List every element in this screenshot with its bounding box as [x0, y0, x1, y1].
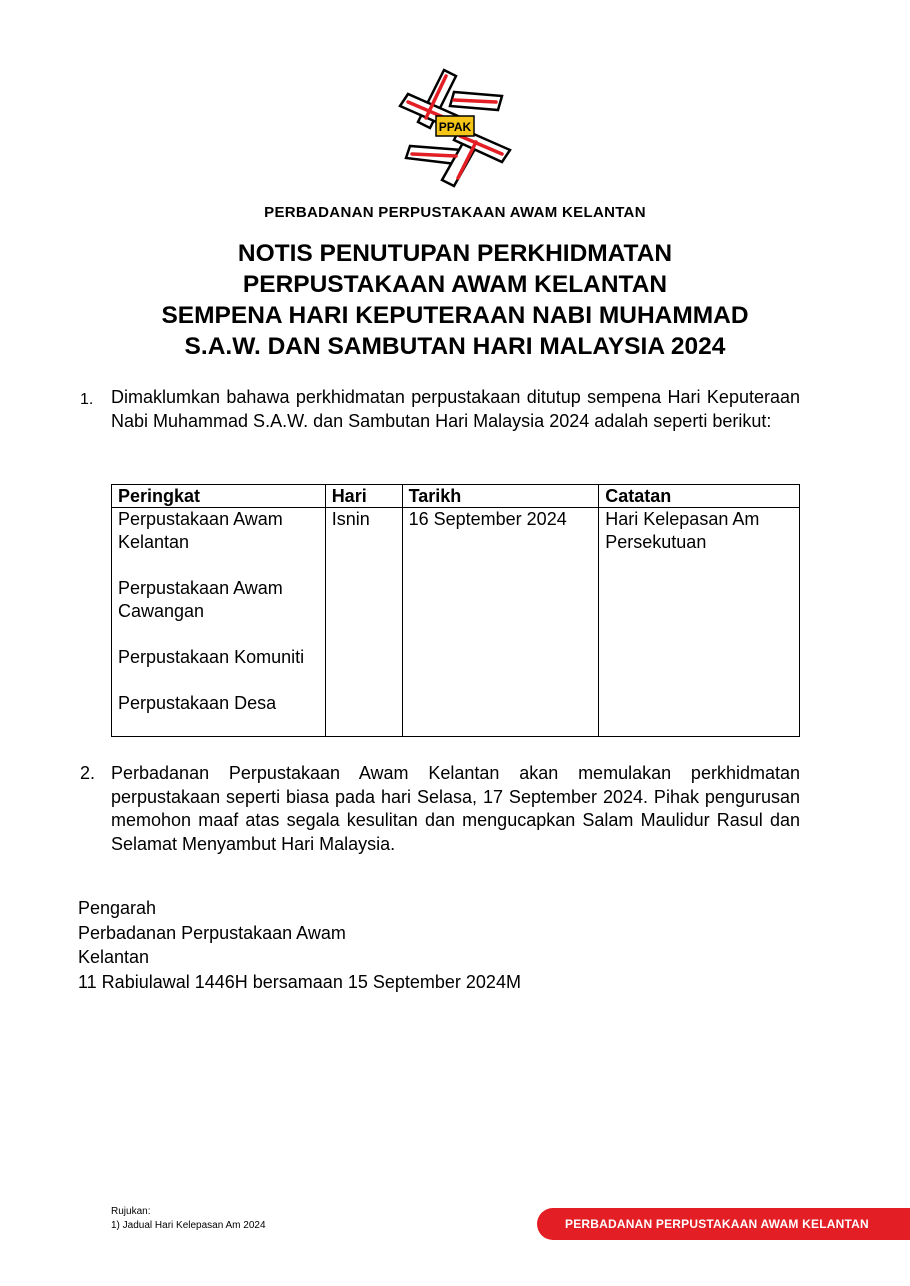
header-tarikh: Tarikh [402, 485, 599, 508]
paragraph-text: Dimaklumkan bahawa perkhidmatan perpustakaan ditutup sempena Hari Keputeraan Nabi Muhammad S.A.W. dan Sambutan Hari Malaysia 2024 adalah seperti berikut: [111, 387, 800, 431]
header-hari: Hari [325, 485, 402, 508]
organization-header: PERBADANAN PERPUSTAKAAN AWAM KELANTAN [264, 204, 646, 221]
title-line: PERPUSTAKAAN AWAM KELANTAN [242, 271, 668, 298]
library-level: Perpustakaan Komuniti [118, 647, 305, 667]
title-line: S.A.W. DAN SAMBUTAN HARI MALAYSIA 2024 [184, 333, 726, 360]
signature-block [78, 896, 521, 994]
references-label: Rujukan: [111, 1206, 151, 1217]
footer-banner: PERBADANAN PERPUSTAKAAN AWAM KELANTAN [537, 1208, 910, 1240]
header-catatan: Catatan [599, 485, 800, 508]
cell-day: Isnin [325, 508, 402, 737]
closure-table [111, 484, 800, 737]
signature-date: 11 Rabiulawal 1446H bersamaan 15 September 2024M [78, 971, 521, 992]
title-line: SEMPENA HARI KEPUTERAAN NABI MUHAMMAD [161, 302, 749, 329]
paragraph-text: Perbadanan Perpustakaan Awam Kelantan akan memulakan perkhidmatan perpustakaan seperti biasa pada hari Selasa, 17 September 2024. Pihak pengurusan memohon maaf atas segala kesulitan dan mengucapkan Salam Maulidur Rasul dan Selamat Menyambut Hari Malaysia. [111, 763, 800, 854]
table-row [112, 508, 800, 737]
title-line: NOTIS PENUTUPAN PERKHIDMATAN [237, 240, 673, 267]
table-header-row [112, 485, 800, 508]
ppak-logo [396, 66, 514, 190]
cell-levels [112, 508, 326, 737]
paragraph-1 [80, 386, 800, 458]
library-level: Perpustakaan Awam Cawangan [118, 578, 283, 621]
signature-org-line: Kelantan [78, 947, 150, 967]
header-peringkat: Peringkat [112, 485, 326, 508]
cell-note: Hari Kelepasan Am Persekutuan [599, 508, 800, 737]
signature-role: Pengarah [78, 898, 157, 918]
references [111, 1205, 266, 1233]
cell-date: 16 September 2024 [402, 508, 599, 737]
library-level: Perpustakaan Awam Kelantan [118, 509, 283, 552]
library-level: Perpustakaan Desa [118, 693, 277, 713]
notice-title [0, 238, 910, 362]
paragraph-number: 1. [80, 391, 94, 408]
reference-item: 1) Jadual Hari Kelepasan Am 2024 [111, 1220, 266, 1231]
paragraph-2 [80, 762, 800, 858]
paragraph-number: 2. [80, 763, 96, 783]
logo-text: PPAK [438, 120, 472, 134]
signature-org-line: Perbadanan Perpustakaan Awam [78, 922, 346, 943]
